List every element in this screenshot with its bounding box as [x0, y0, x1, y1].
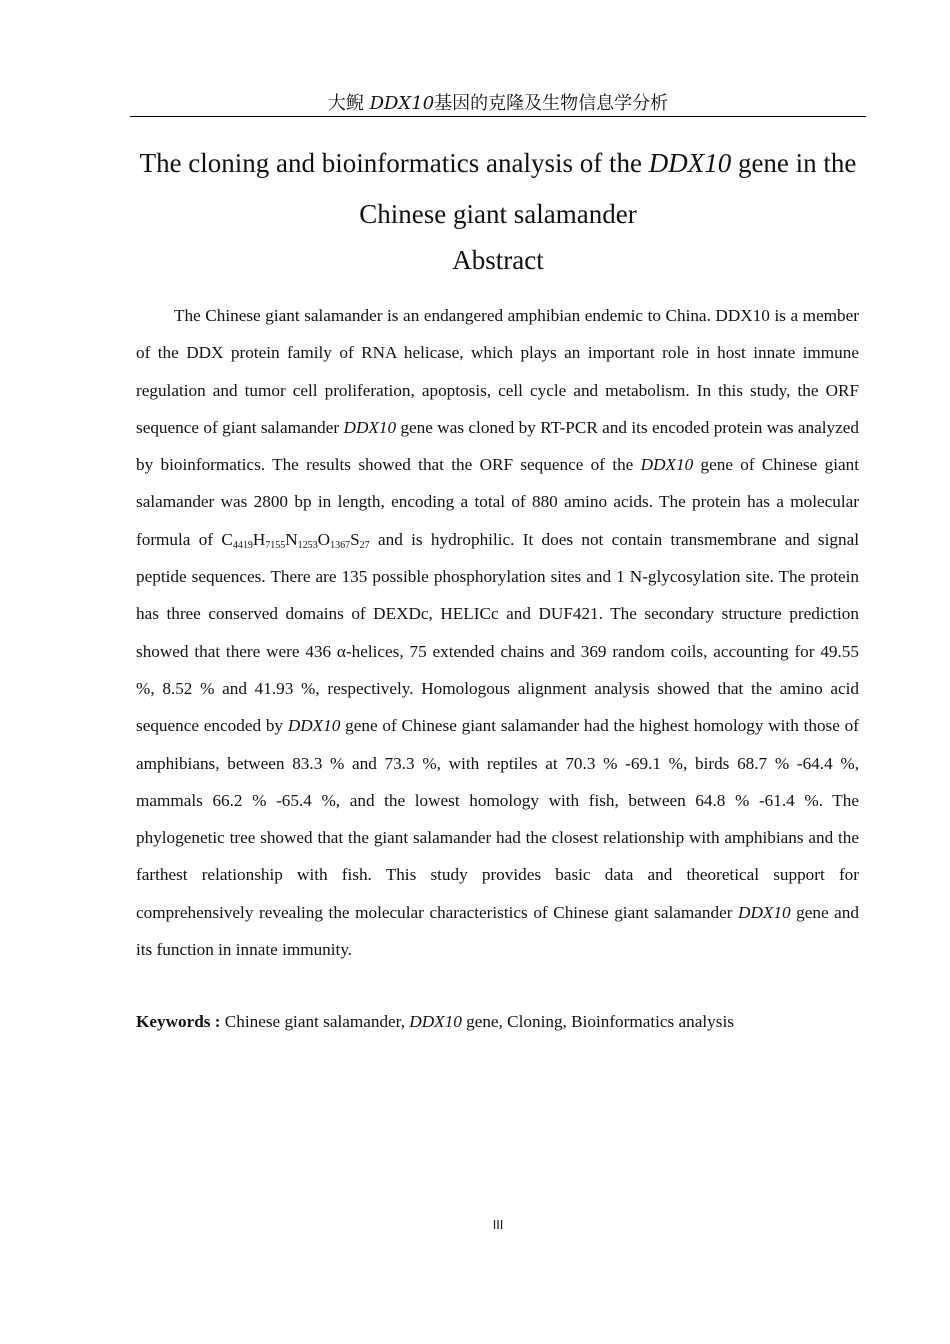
gene-name: DDX10 — [738, 902, 791, 922]
gene-name: DDX10 — [343, 417, 397, 437]
formula-subscript: 1253 — [297, 539, 318, 551]
formula-element: O — [317, 529, 331, 549]
keywords — [136, 1007, 859, 1037]
abstract-text: gene was cloned by RT-PCR and its encoded protein was analyzed by bioinformatics. The results showed that the ORF sequence of the — [136, 417, 859, 475]
running-header — [130, 92, 866, 116]
formula-subscript: 27 — [359, 539, 370, 551]
formula-element: H — [252, 529, 266, 549]
formula-element: N — [285, 529, 298, 549]
abstract-text: gene of Chinese giant salamander was 2800 bp in length, encoding a total of 880 amino acids. The protein has a molecular formula of C — [136, 455, 859, 549]
running-header-gene: DDX10 — [369, 93, 435, 114]
running-header-prefix: 大鲵 — [327, 93, 370, 114]
keywords-text: gene, Cloning, Bioinformatics analysis — [461, 1012, 734, 1031]
title-part-2: gene in the Chinese giant salamander — [359, 148, 857, 229]
abstract-text: and is hydrophilic. It does not contain transmembrane and signal peptide sequences. There are 135 possible phosphorylation sites and 1 N-glycosylation site. The protein has three conserved domains of DEXDc, HELICc and DUF421. The secondary structure prediction showed that there were 436 α-helices, 75 extended chains and 369 random coils, accounting for 49.55 %, 8.52 % and 41.93 %, respectively. Homologous alignment analysis showed that the amino acid sequence encoded by — [136, 529, 859, 736]
formula-element: S — [350, 529, 360, 549]
gene-name: DDX10 — [640, 455, 694, 475]
running-header-suffix: 基因的克隆及生物信息学分析 — [434, 93, 669, 114]
page-number: III — [492, 1218, 504, 1232]
formula-subscript: 7155 — [265, 539, 286, 551]
keywords-text: Chinese giant salamander, — [220, 1012, 410, 1031]
abstract-heading: Abstract — [452, 245, 544, 275]
keywords-label: Keywords : — [136, 1012, 221, 1031]
formula-subscript: 1367 — [330, 539, 351, 551]
formula-subscript: 4419 — [232, 539, 253, 551]
header-rule — [130, 116, 866, 117]
abstract-body — [136, 297, 859, 968]
abstract-text: The Chinese giant salamander is an endangered amphibian endemic to China. DDX10 is a member of the DDX protein family of RNA helicase, which plays an important role in host innate immune regulation and tumor cell proliferation, apoptosis, cell cycle and metabolism. In this study, the ORF sequence of giant salamander — [136, 306, 859, 437]
keywords-gene: DDX10 — [409, 1012, 462, 1031]
paper-title — [130, 138, 866, 240]
title-gene: DDX10 — [648, 148, 732, 178]
title-part-1: The cloning and bioinformatics analysis of the — [139, 148, 649, 178]
abstract-text: gene and its function in innate immunity. — [136, 902, 859, 960]
abstract-text: gene of Chinese giant salamander had the highest homology with those of amphibians, between 83.3 % and 73.3 %, with reptiles at 70.3 % -69.1 %, birds 68.7 % -64.4 %, mammals 66.2 % -65.4 %, and the lowest homology with fish, between 64.8 % -61.4 %. The phylogenetic tree showed that the giant salamander had the closest relationship with amphibians and the farthest relationship with fish. This study provides basic data and theoretical support for comprehensively revealing the molecular characteristics of Chinese giant salamander — [136, 716, 859, 922]
gene-name: DDX10 — [287, 716, 341, 736]
